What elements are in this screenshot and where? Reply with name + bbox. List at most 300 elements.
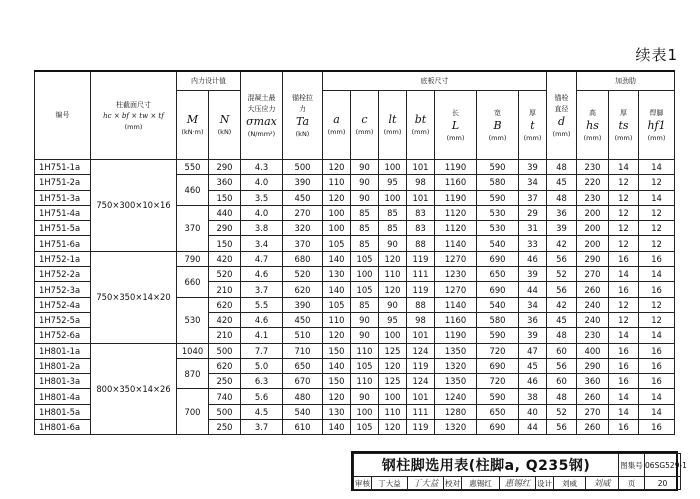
plate-length: 1230	[435, 267, 477, 282]
bending-moment: 870	[177, 358, 209, 389]
rib-thickness: 16	[609, 251, 639, 266]
header-bt: bt (mm)	[407, 91, 435, 160]
concrete-stress: 5.5	[241, 297, 283, 312]
plate-c: 90	[351, 389, 379, 404]
axial-force: 290	[209, 221, 241, 236]
plate-a: 130	[323, 267, 351, 282]
rib-weld: 16	[639, 420, 675, 435]
checker-signature: 惠锡红	[500, 477, 536, 490]
rib-height: 260	[577, 282, 609, 297]
column-base-code: 1H751-2a	[35, 175, 91, 190]
plate-width: 690	[477, 358, 519, 373]
bolt-diameter: 48	[547, 190, 577, 205]
plate-length: 1190	[435, 328, 477, 343]
rib-thickness: 12	[609, 175, 639, 190]
rib-thickness: 12	[609, 205, 639, 220]
rib-height: 200	[577, 236, 609, 251]
bolt-tension: 450	[283, 190, 323, 205]
plate-a: 150	[323, 343, 351, 358]
plate-lt: 95	[379, 312, 407, 327]
plate-c: 90	[351, 328, 379, 343]
plate-width: 590	[477, 160, 519, 175]
plate-length: 1270	[435, 251, 477, 266]
plate-a: 110	[323, 312, 351, 327]
rib-thickness: 12	[609, 236, 639, 251]
axial-force: 210	[209, 282, 241, 297]
plate-c: 100	[351, 267, 379, 282]
plate-c: 100	[351, 404, 379, 419]
header-bolt-tension: 锚栓拉力 Ta (kN)	[283, 71, 323, 160]
concrete-stress: 3.4	[241, 236, 283, 251]
bolt-diameter: 42	[547, 297, 577, 312]
plate-bt: 124	[407, 343, 435, 358]
plate-lt: 85	[379, 205, 407, 220]
checker-name: 惠锡红	[462, 477, 500, 490]
rib-weld: 12	[639, 175, 675, 190]
header-rib-thickness: 厚 ts (mm)	[609, 91, 639, 160]
bolt-tension: 500	[283, 160, 323, 175]
plate-thickness: 44	[519, 420, 547, 435]
rib-weld: 14	[639, 389, 675, 404]
rib-height: 240	[577, 312, 609, 327]
rib-weld: 14	[639, 190, 675, 205]
plate-bt: 101	[407, 160, 435, 175]
bolt-tension: 520	[283, 267, 323, 282]
axial-force: 360	[209, 175, 241, 190]
axial-force: 210	[209, 328, 241, 343]
plate-c: 105	[351, 358, 379, 373]
rib-thickness: 14	[609, 389, 639, 404]
plate-length: 1120	[435, 205, 477, 220]
concrete-stress: 4.6	[241, 312, 283, 327]
rib-height: 270	[577, 267, 609, 282]
concrete-stress: 5.6	[241, 389, 283, 404]
plate-bt: 119	[407, 251, 435, 266]
concrete-stress: 4.5	[241, 404, 283, 419]
plate-lt: 100	[379, 389, 407, 404]
column-base-code: 1H752-2a	[35, 267, 91, 282]
rib-height: 220	[577, 175, 609, 190]
plate-length: 1350	[435, 374, 477, 389]
rib-weld: 14	[639, 267, 675, 282]
concrete-stress: 7.7	[241, 343, 283, 358]
concrete-stress: 4.7	[241, 251, 283, 266]
header-rib-group: 加劲肋	[577, 71, 675, 91]
plate-length: 1320	[435, 358, 477, 373]
header-c: c (mm)	[351, 91, 379, 160]
plate-width: 580	[477, 312, 519, 327]
concrete-stress: 4.0	[241, 175, 283, 190]
bending-moment: 790	[177, 251, 209, 266]
plate-bt: 88	[407, 236, 435, 251]
bolt-diameter: 56	[547, 420, 577, 435]
plate-width: 530	[477, 221, 519, 236]
column-base-code: 1H801-3a	[35, 374, 91, 389]
rib-height: 290	[577, 358, 609, 373]
column-base-code: 1H751-3a	[35, 190, 91, 205]
column-base-code: 1H801-6a	[35, 420, 91, 435]
plate-width: 590	[477, 389, 519, 404]
plate-c: 110	[351, 374, 379, 389]
plate-bt: 83	[407, 205, 435, 220]
bolt-diameter: 48	[547, 389, 577, 404]
rib-height: 240	[577, 297, 609, 312]
rib-weld: 16	[639, 251, 675, 266]
plate-length: 1140	[435, 236, 477, 251]
column-base-code: 1H752-3a	[35, 282, 91, 297]
plate-bt: 83	[407, 221, 435, 236]
header-width: 宽 B (mm)	[477, 91, 519, 160]
rib-thickness: 12	[609, 221, 639, 236]
plate-length: 1270	[435, 282, 477, 297]
bolt-diameter: 36	[547, 205, 577, 220]
rib-height: 360	[577, 374, 609, 389]
plate-thickness: 39	[519, 328, 547, 343]
bolt-tension: 540	[283, 404, 323, 419]
rib-weld: 12	[639, 297, 675, 312]
plate-bt: 119	[407, 282, 435, 297]
rib-weld: 12	[639, 236, 675, 251]
column-section-size: 800×350×14×26	[91, 343, 177, 435]
bolt-diameter: 52	[547, 404, 577, 419]
plate-width: 540	[477, 236, 519, 251]
bending-moment: 530	[177, 297, 209, 343]
axial-force: 290	[209, 160, 241, 175]
rib-height: 400	[577, 343, 609, 358]
header-section: 柱截面尺寸 hc × bf × tw × tf (mm)	[91, 71, 177, 160]
plate-thickness: 39	[519, 267, 547, 282]
reviewer-signature: 丁大益	[408, 477, 444, 490]
bolt-diameter: 39	[547, 221, 577, 236]
bolt-diameter: 48	[547, 160, 577, 175]
rib-thickness: 12	[609, 297, 639, 312]
column-base-code: 1H751-4a	[35, 205, 91, 220]
plate-lt: 125	[379, 343, 407, 358]
plate-lt: 120	[379, 282, 407, 297]
bolt-diameter: 60	[547, 343, 577, 358]
plate-a: 100	[323, 205, 351, 220]
rib-weld: 12	[639, 205, 675, 220]
bending-moment: 660	[177, 267, 209, 298]
plate-thickness: 39	[519, 160, 547, 175]
plate-thickness: 44	[519, 282, 547, 297]
plate-length: 1190	[435, 190, 477, 205]
plate-length: 1190	[435, 160, 477, 175]
plate-c: 85	[351, 221, 379, 236]
plate-width: 690	[477, 420, 519, 435]
plate-a: 120	[323, 190, 351, 205]
plate-lt: 100	[379, 190, 407, 205]
designer-name: 刘威	[554, 477, 586, 490]
column-base-code: 1H751-1a	[35, 160, 91, 175]
rib-thickness: 12	[609, 190, 639, 205]
plate-thickness: 31	[519, 221, 547, 236]
concrete-stress: 3.7	[241, 282, 283, 297]
plate-width: 720	[477, 343, 519, 358]
bolt-diameter: 45	[547, 312, 577, 327]
plate-c: 90	[351, 312, 379, 327]
bolt-tension: 450	[283, 312, 323, 327]
plate-a: 105	[323, 236, 351, 251]
plate-c: 110	[351, 343, 379, 358]
axial-force: 250	[209, 374, 241, 389]
column-base-code: 1H751-5a	[35, 221, 91, 236]
rib-height: 270	[577, 404, 609, 419]
column-base-code: 1H752-1a	[35, 251, 91, 266]
rib-height: 230	[577, 190, 609, 205]
axial-force: 420	[209, 251, 241, 266]
column-base-code: 1H801-2a	[35, 358, 91, 373]
rib-height: 200	[577, 205, 609, 220]
rib-weld: 16	[639, 358, 675, 373]
rib-height: 260	[577, 389, 609, 404]
plate-width: 540	[477, 297, 519, 312]
rib-thickness: 12	[609, 312, 639, 327]
axial-force: 620	[209, 358, 241, 373]
plate-thickness: 45	[519, 358, 547, 373]
header-length: 长 L (mm)	[435, 91, 477, 160]
bending-moment: 700	[177, 389, 209, 435]
bolt-diameter: 48	[547, 328, 577, 343]
atlas-number: 06SG529-1	[645, 454, 681, 477]
plate-thickness: 34	[519, 297, 547, 312]
plate-a: 120	[323, 389, 351, 404]
rib-thickness: 16	[609, 343, 639, 358]
rib-weld: 12	[639, 221, 675, 236]
rib-height: 290	[577, 251, 609, 266]
bolt-tension: 680	[283, 251, 323, 266]
rib-thickness: 16	[609, 374, 639, 389]
plate-bt: 88	[407, 297, 435, 312]
plate-lt: 85	[379, 221, 407, 236]
plate-thickness: 46	[519, 251, 547, 266]
bolt-tension: 370	[283, 236, 323, 251]
plate-a: 130	[323, 404, 351, 419]
bending-moment: 460	[177, 175, 209, 206]
concrete-stress: 4.6	[241, 267, 283, 282]
rib-weld: 14	[639, 404, 675, 419]
bolt-diameter: 56	[547, 251, 577, 266]
plate-c: 85	[351, 205, 379, 220]
plate-width: 690	[477, 251, 519, 266]
plate-c: 85	[351, 297, 379, 312]
concrete-stress: 6.3	[241, 374, 283, 389]
plate-a: 105	[323, 297, 351, 312]
plate-bt: 124	[407, 374, 435, 389]
plate-lt: 110	[379, 404, 407, 419]
column-section-size: 750×350×14×20	[91, 251, 177, 343]
concrete-stress: 3.5	[241, 190, 283, 205]
bending-moment: 370	[177, 205, 209, 251]
plate-a: 140	[323, 358, 351, 373]
plate-thickness: 46	[519, 374, 547, 389]
plate-bt: 119	[407, 358, 435, 373]
column-base-code: 1H752-6a	[35, 328, 91, 343]
concrete-stress: 4.1	[241, 328, 283, 343]
header-rib-height: 高 hs (mm)	[577, 91, 609, 160]
column-base-code: 1H801-4a	[35, 389, 91, 404]
plate-length: 1320	[435, 420, 477, 435]
plate-thickness: 37	[519, 190, 547, 205]
rib-thickness: 16	[609, 420, 639, 435]
check-label: 校对	[445, 478, 460, 488]
rib-thickness: 14	[609, 160, 639, 175]
bolt-diameter: 42	[547, 236, 577, 251]
bolt-tension: 710	[283, 343, 323, 358]
rib-thickness: 16	[609, 282, 639, 297]
bolt-diameter: 56	[547, 282, 577, 297]
column-section-size: 750×300×10×16	[91, 160, 177, 252]
concrete-stress: 5.0	[241, 358, 283, 373]
concrete-stress: 3.8	[241, 221, 283, 236]
bending-moment: 1040	[177, 343, 209, 358]
rib-weld: 14	[639, 160, 675, 175]
plate-width: 590	[477, 190, 519, 205]
plate-thickness: 47	[519, 343, 547, 358]
column-base-code: 1H752-4a	[35, 297, 91, 312]
plate-width: 590	[477, 328, 519, 343]
header-N: N (kN)	[209, 91, 241, 160]
continued-label: 续表1	[635, 46, 678, 64]
plate-a: 120	[323, 160, 351, 175]
rib-weld: 14	[639, 328, 675, 343]
plate-c: 105	[351, 282, 379, 297]
plate-a: 110	[323, 175, 351, 190]
concrete-stress: 4.0	[241, 205, 283, 220]
plate-bt: 101	[407, 389, 435, 404]
axial-force: 740	[209, 389, 241, 404]
plate-c: 105	[351, 251, 379, 266]
bolt-diameter: 45	[547, 175, 577, 190]
plate-lt: 95	[379, 175, 407, 190]
plate-thickness: 38	[519, 389, 547, 404]
rib-weld: 12	[639, 312, 675, 327]
plate-c: 105	[351, 420, 379, 435]
header-plate-group: 底板尺寸	[323, 71, 547, 91]
steel-column-base-table	[34, 70, 675, 435]
rib-height: 260	[577, 420, 609, 435]
plate-c: 85	[351, 236, 379, 251]
plate-length: 1280	[435, 404, 477, 419]
plate-width: 690	[477, 282, 519, 297]
plate-bt: 98	[407, 312, 435, 327]
plate-length: 1140	[435, 297, 477, 312]
plate-bt: 101	[407, 190, 435, 205]
plate-width: 650	[477, 267, 519, 282]
plate-lt: 120	[379, 251, 407, 266]
atlas-label: 图集号	[619, 454, 645, 477]
bending-moment: 550	[177, 160, 209, 175]
plate-thickness: 34	[519, 175, 547, 190]
page-number: 20	[645, 477, 681, 490]
concrete-stress: 4.3	[241, 160, 283, 175]
plate-a: 120	[323, 328, 351, 343]
bolt-tension: 670	[283, 374, 323, 389]
axial-force: 500	[209, 343, 241, 358]
column-base-code: 1H751-6a	[35, 236, 91, 251]
plate-c: 90	[351, 190, 379, 205]
title-block-title: 钢柱脚选用表(柱脚a, Q235钢)	[354, 454, 619, 477]
plate-lt: 90	[379, 297, 407, 312]
rib-height: 230	[577, 160, 609, 175]
axial-force: 420	[209, 312, 241, 327]
bolt-tension: 390	[283, 297, 323, 312]
bolt-diameter: 60	[547, 374, 577, 389]
bolt-tension: 320	[283, 221, 323, 236]
plate-c: 90	[351, 175, 379, 190]
bolt-tension: 620	[283, 282, 323, 297]
header-lt: lt (mm)	[379, 91, 407, 160]
axial-force: 440	[209, 205, 241, 220]
axial-force: 250	[209, 420, 241, 435]
header-M: M (kN·m)	[177, 91, 209, 160]
bolt-tension: 610	[283, 420, 323, 435]
header-concrete-stress: 混凝土最大压应力 σmax (N/mm²)	[241, 71, 283, 160]
plate-a: 140	[323, 282, 351, 297]
title-block	[351, 451, 687, 491]
plate-lt: 125	[379, 374, 407, 389]
rib-thickness: 14	[609, 328, 639, 343]
plate-thickness: 33	[519, 236, 547, 251]
rib-height: 200	[577, 221, 609, 236]
plate-length: 1240	[435, 389, 477, 404]
plate-a: 150	[323, 374, 351, 389]
bolt-diameter: 52	[547, 267, 577, 282]
plate-thickness: 40	[519, 404, 547, 419]
table-row	[35, 343, 675, 358]
concrete-stress: 3.7	[241, 420, 283, 435]
bolt-tension: 270	[283, 205, 323, 220]
rib-weld: 16	[639, 282, 675, 297]
review-label: 审核	[355, 478, 370, 488]
bolt-tension: 650	[283, 358, 323, 373]
designer-signature: 刘威	[586, 477, 619, 490]
plate-width: 580	[477, 175, 519, 190]
header-code: 编号	[35, 71, 91, 160]
plate-lt: 120	[379, 358, 407, 373]
design-label: 设计	[537, 478, 552, 488]
plate-width: 650	[477, 404, 519, 419]
rib-thickness: 16	[609, 358, 639, 373]
header-bolt-diameter: 锚栓直径 d (mm)	[547, 71, 577, 160]
page-label: 页	[619, 477, 645, 490]
plate-thickness: 36	[519, 312, 547, 327]
axial-force: 520	[209, 267, 241, 282]
plate-a: 140	[323, 420, 351, 435]
plate-bt: 98	[407, 175, 435, 190]
plate-length: 1120	[435, 221, 477, 236]
axial-force: 500	[209, 404, 241, 419]
plate-bt: 111	[407, 267, 435, 282]
plate-lt: 100	[379, 328, 407, 343]
bolt-diameter: 56	[547, 358, 577, 373]
column-base-code: 1H801-1a	[35, 343, 91, 358]
rib-weld: 16	[639, 374, 675, 389]
header-rib-weld: 焊脚 hf1 (mm)	[639, 91, 675, 160]
plate-length: 1350	[435, 343, 477, 358]
header-a: a (mm)	[323, 91, 351, 160]
column-base-code: 1H801-5a	[35, 404, 91, 419]
plate-lt: 90	[379, 236, 407, 251]
plate-lt: 110	[379, 267, 407, 282]
header-thickness: 厚 t (mm)	[519, 91, 547, 160]
reviewer-name: 丁大益	[372, 477, 408, 490]
plate-thickness: 29	[519, 205, 547, 220]
rib-height: 230	[577, 328, 609, 343]
column-base-code: 1H752-5a	[35, 312, 91, 327]
plate-bt: 101	[407, 328, 435, 343]
plate-a: 100	[323, 221, 351, 236]
